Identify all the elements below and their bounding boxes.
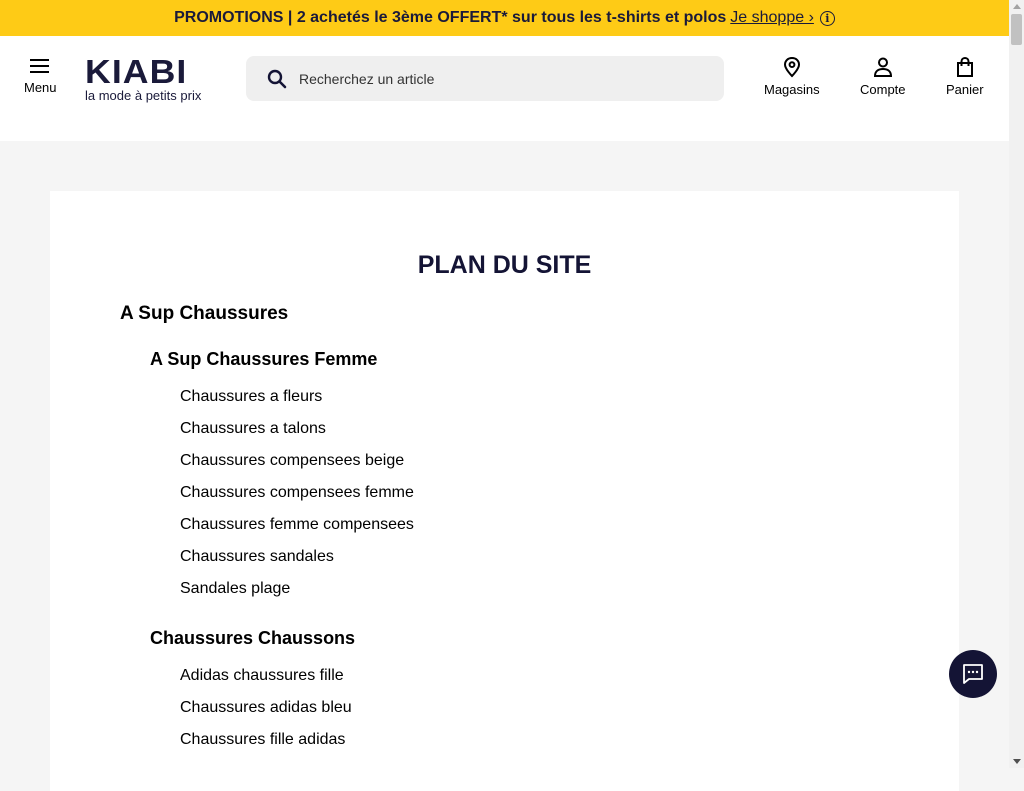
sitemap-link[interactable]: Chaussures compensees femme [180, 484, 414, 501]
sitemap-panel [50, 191, 959, 791]
hamburger-icon [29, 56, 51, 76]
cart-label: Panier [946, 82, 984, 97]
sitemap-subsection-title[interactable]: Chaussures Chaussons [150, 628, 356, 648]
chat-bubble-icon [962, 663, 984, 685]
sitemap-link[interactable]: Adidas chaussures fille [180, 667, 344, 684]
sitemap-link[interactable]: Chaussures femme compensees [180, 516, 414, 533]
account-label: Compte [860, 82, 906, 97]
promo-text: PROMOTIONS | 2 achetés le 3ème OFFERT* sur tous les t-shirts et polos [174, 9, 727, 26]
search-icon[interactable] [267, 69, 287, 89]
scrollbar-thumb[interactable] [1011, 14, 1022, 45]
sitemap-link[interactable]: Chaussures fille adidas [180, 731, 346, 748]
scroll-down-arrow-icon[interactable] [1013, 759, 1021, 764]
location-pin-icon [782, 56, 802, 78]
search-bar[interactable] [246, 56, 724, 101]
promo-shop-link[interactable]: Je shoppe › [730, 9, 814, 26]
logo-tagline: la mode à petits prix [85, 88, 202, 103]
sitemap-link[interactable]: Chaussures sandales [180, 548, 334, 565]
shopping-bag-icon [955, 56, 975, 78]
stores-label: Magasins [764, 82, 820, 97]
site-header [0, 36, 1009, 141]
kiabi-logo[interactable] [85, 53, 209, 103]
sitemap-subsection-title[interactable]: A Sup Chaussures Femme [150, 349, 378, 369]
sitemap-link[interactable]: Sandales plage [180, 580, 291, 597]
logo-wordmark: KIABI [85, 53, 188, 90]
sitemap-link[interactable]: Chaussures a fleurs [180, 388, 323, 405]
sitemap-section-title[interactable]: A Sup Chaussures [120, 303, 289, 324]
stores-button[interactable] [764, 56, 820, 97]
menu-label: Menu [24, 80, 57, 95]
user-icon [872, 56, 894, 78]
search-input[interactable] [297, 70, 701, 88]
account-button[interactable] [860, 56, 906, 97]
chat-button[interactable] [949, 650, 997, 698]
info-icon[interactable]: i [820, 11, 835, 26]
promo-banner [0, 0, 1009, 36]
sitemap-link[interactable]: Chaussures a talons [180, 420, 326, 437]
cart-button[interactable] [946, 56, 984, 97]
scroll-up-arrow-icon[interactable] [1013, 4, 1021, 9]
page-scrollbar[interactable] [1009, 0, 1024, 768]
sitemap-link[interactable]: Chaussures compensees beige [180, 452, 405, 469]
sitemap-link[interactable]: Chaussures adidas bleu [180, 699, 352, 716]
menu-button[interactable] [24, 56, 57, 95]
page-title: PLAN DU SITE [417, 251, 592, 279]
